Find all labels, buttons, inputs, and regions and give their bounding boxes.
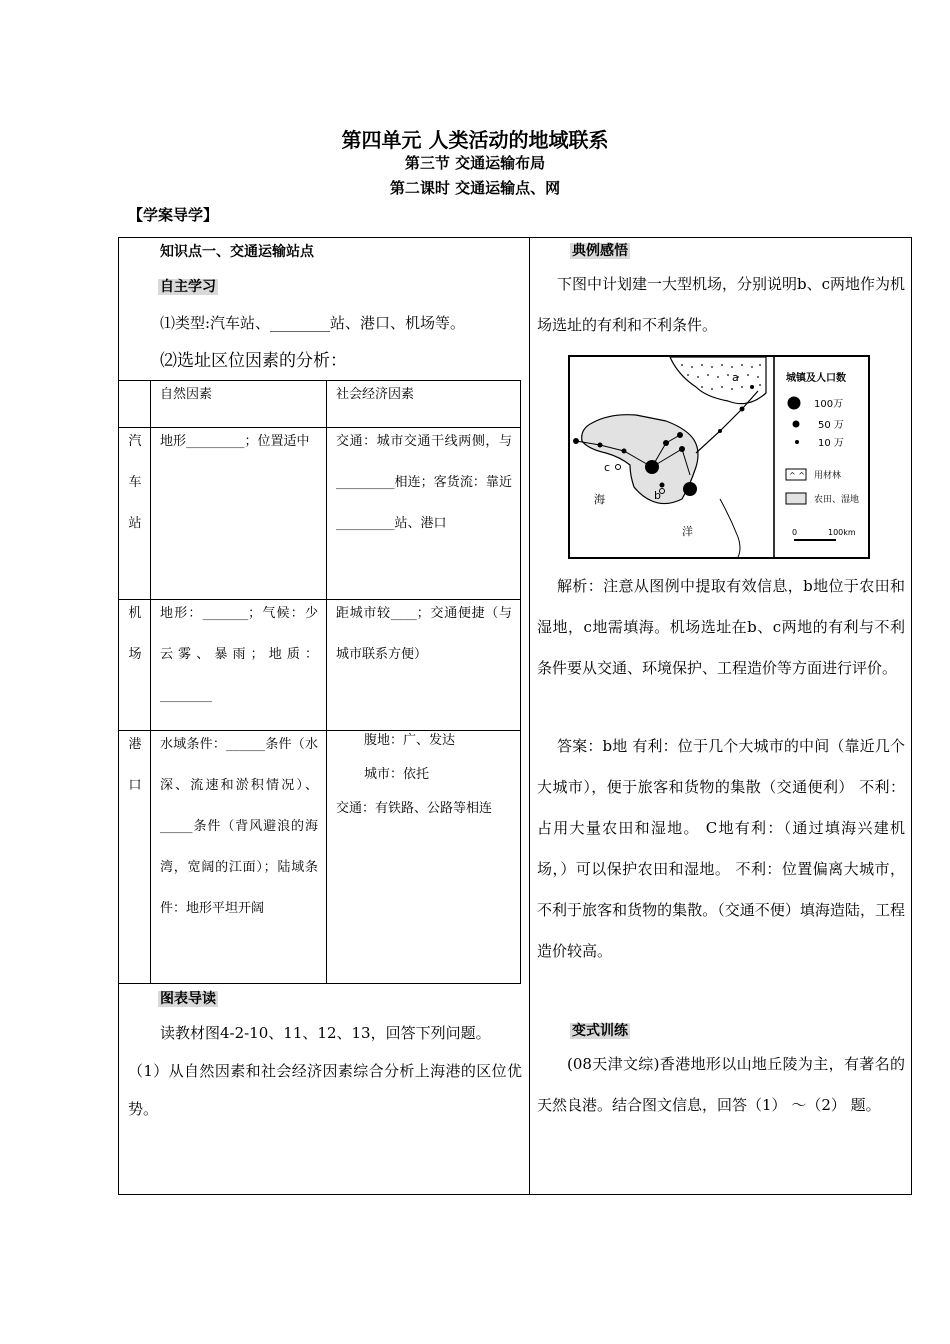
chart-reading-label: 图表导读 — [160, 991, 216, 1007]
map-ocean-label: 洋 — [682, 525, 693, 538]
legend-forest-glyph: ^ ^ — [789, 471, 805, 480]
port-social-2: 城市：依托 — [364, 767, 430, 782]
legend-farm-symbol — [786, 493, 806, 504]
example-label: 典例感悟 — [572, 243, 628, 259]
legend-100w-symbol — [788, 397, 801, 410]
bus-social: 交通：城市交通干线两侧，与_________相连；客货流：靠近_________站、港口 — [336, 434, 512, 531]
legend-title: 城镇及人口数 — [786, 373, 846, 384]
row-label-text: 汽车站 — [128, 434, 142, 531]
row-label-port — [125, 724, 145, 806]
row-label-airport — [125, 593, 145, 675]
knowledge-point-title: 知识点一、交通运输站点 — [160, 244, 314, 260]
bus-natural: 地形_________；位置适中 — [160, 434, 310, 449]
chart-reading-intro: 读教材图4-2-10、11、12、13，回答下列问题。 — [160, 1024, 491, 1042]
types-line: ⑴类型:汽车站、________站、港口、机场等。 — [160, 314, 466, 332]
map-point-b: b — [654, 489, 661, 502]
answer-text: 答案：b地 有利：位于几个大城市的中间（靠近几个大城市），便于旅客和货物的集散（交通便利） 不利：占用大量农田和湿地。 C地有利：（通过填海兴建机场，）可以保护农田和湿地。 不利：位置偏离大城市，不利于旅客和货物的集散。（交通不便）填海造陆，工程造价较高。 — [537, 737, 905, 960]
row-label-bus-station — [125, 421, 145, 544]
row-label-text: 港口 — [128, 737, 142, 793]
row-label-text: 机场 — [128, 606, 142, 662]
map-drawing — [570, 357, 868, 557]
airport-social: 距城市较____；交通便捷（与城市联系方便） — [336, 606, 512, 662]
legend-10w-symbol — [795, 440, 799, 444]
table-header-social: 社会经济因素 — [336, 387, 415, 402]
legend-50w: 50 万 — [818, 420, 844, 431]
table-divider — [326, 380, 327, 984]
legend-50w-symbol — [793, 421, 800, 428]
variation-text: (08天津文综)香港地形以山地丘陵为主，有著名的天然良港。结合图文信息，回答（1） ～（2） 题。 — [537, 1055, 905, 1114]
analysis-text: 解析：注意从图例中提取有效信息，b地位于农田和湿地，c地需填海。机场选址在b、c两地的有利与不利条件要从交通、环境保护、工程造价等方面进行评价。 — [537, 577, 905, 677]
example-question: 下图中计划建一大型机场，分别说明b、c两地作为机场选址的有利和不利条件。 — [537, 275, 906, 334]
scale-start: 0 — [792, 528, 798, 537]
guide-label: 【学案导学】 — [128, 206, 219, 224]
airport-natural: 地形：_______；气候：少云雾、暴雨；地质：________ — [160, 606, 318, 703]
self-study-label: 自主学习 — [160, 279, 216, 295]
scale-end: 100km — [828, 528, 856, 537]
port-social-1: 腹地：广、发达 — [364, 733, 456, 748]
map-point-c: c — [604, 461, 611, 474]
section-title: 第三节 交通运输布局 — [404, 154, 546, 172]
port-natural: 水域条件：______条件（水深、流速和淤积情况）、_____条件（背风避浪的海湾，宽阔的江面）；陆域条件：地形平坦开阔 — [160, 737, 318, 916]
legend-10w: 10 万 — [818, 438, 844, 449]
legend-100w: 100万 — [814, 399, 844, 410]
map-point-a: a — [732, 371, 739, 384]
legend-forest: 用材林 — [814, 471, 842, 481]
factor-line: ⑵选址区位因素的分析： — [160, 351, 347, 371]
table-header-natural: 自然因素 — [160, 387, 213, 402]
lesson-title: 第二课时 交通运输点、网 — [389, 179, 561, 197]
column-divider — [529, 237, 530, 1195]
legend-farm: 农田、湿地 — [814, 495, 860, 505]
map-sea-label: 海 — [594, 493, 605, 506]
chart-reading-question: （1）从自然因素和社会经济因素综合分析上海港的区位优势。 — [128, 1062, 522, 1118]
table-divider — [150, 380, 151, 984]
variation-label: 变式训练 — [572, 1023, 628, 1039]
map-figure — [568, 355, 870, 559]
port-social-3: 交通：有铁路、公路等相连 — [336, 801, 493, 816]
unit-title: 第四单元 人类活动的地域联系 — [341, 128, 609, 152]
